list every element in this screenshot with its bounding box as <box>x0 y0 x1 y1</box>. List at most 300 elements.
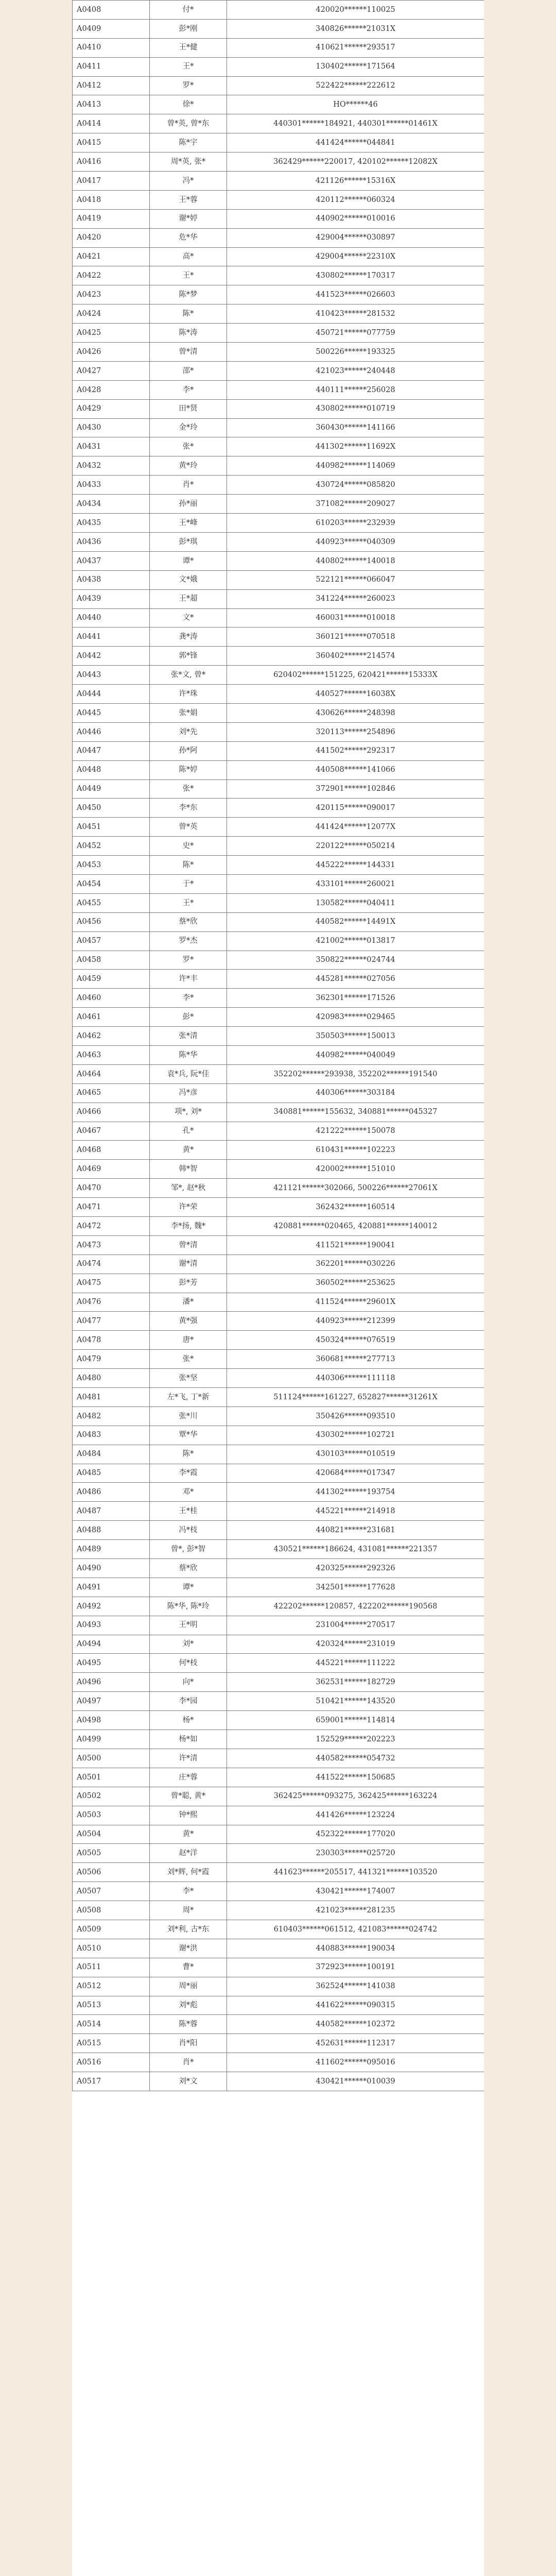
holder-name-cell: 黄* <box>150 1825 227 1844</box>
table-row <box>73 514 484 533</box>
id-number-cell: 440923******040309 <box>227 532 484 551</box>
table-row <box>73 1844 484 1863</box>
id-number-cell: 433101******260021 <box>227 874 484 893</box>
holder-name-cell: 陈*华 <box>150 1045 227 1064</box>
record-code-cell: A0455 <box>73 893 150 912</box>
table-row <box>73 19 484 38</box>
holder-name-cell: 王*桂 <box>150 1502 227 1521</box>
id-number-cell: 411521******190041 <box>227 1235 484 1255</box>
holder-name-cell: 蔡*欣 <box>150 1559 227 1578</box>
record-code-cell: A0485 <box>73 1464 150 1483</box>
id-number-cell: 421023******240448 <box>227 361 484 380</box>
holder-name-cell: 罗*杰 <box>150 931 227 951</box>
id-number-cell: 430724******085820 <box>227 476 484 495</box>
record-code-cell: A0514 <box>73 2015 150 2034</box>
record-code-cell: A0481 <box>73 1388 150 1407</box>
table-row <box>73 589 484 608</box>
holder-name-cell: 陈*宇 <box>150 133 227 152</box>
table-row <box>73 1578 484 1597</box>
record-code-cell: A0492 <box>73 1597 150 1616</box>
record-code-cell: A0441 <box>73 628 150 647</box>
id-number-cell: 429004******22310X <box>227 247 484 266</box>
record-code-cell: A0425 <box>73 324 150 343</box>
id-number-cell: 350503******150013 <box>227 1027 484 1046</box>
record-code-cell: A0410 <box>73 38 150 57</box>
table-row <box>73 1217 484 1236</box>
table-row <box>73 856 484 875</box>
table-row <box>73 1882 484 1901</box>
table-row <box>73 741 484 760</box>
id-number-cell: 445221******214918 <box>227 1502 484 1521</box>
holder-name-cell: 陈* <box>150 856 227 875</box>
record-code-cell: A0419 <box>73 209 150 228</box>
holder-name-cell: 许*清 <box>150 1749 227 1768</box>
holder-name-cell: 陈*梦 <box>150 285 227 304</box>
record-code-cell: A0420 <box>73 228 150 247</box>
holder-name-cell: 王*峰 <box>150 514 227 533</box>
id-number-cell: 420112******060324 <box>227 190 484 209</box>
id-number-cell: 620402******151225, 620421******15333X <box>227 666 484 685</box>
table-row <box>73 1274 484 1293</box>
id-number-cell: 152529******202223 <box>227 1730 484 1749</box>
record-code-cell: A0477 <box>73 1312 150 1331</box>
table-row <box>73 1654 484 1673</box>
table-row <box>73 1293 484 1312</box>
table-row <box>73 1464 484 1483</box>
id-number-cell: 441424******12077X <box>227 818 484 837</box>
holder-name-cell: 谭* <box>150 551 227 570</box>
holder-name-cell: 彭* <box>150 1008 227 1027</box>
holder-name-cell: 罗* <box>150 76 227 95</box>
record-code-cell: A0504 <box>73 1825 150 1844</box>
id-number-cell: 430421******010039 <box>227 2072 484 2091</box>
holder-name-cell: 曾*清 <box>150 343 227 362</box>
holder-name-cell: 陈*华, 陈*玲 <box>150 1597 227 1616</box>
table-row <box>73 1863 484 1882</box>
holder-name-cell: 黄* <box>150 1141 227 1160</box>
id-number-cell: 445281******027056 <box>227 970 484 989</box>
id-number-cell: 440802******140018 <box>227 551 484 570</box>
holder-name-cell: 王* <box>150 57 227 76</box>
holder-name-cell: 陈*蓉 <box>150 2015 227 2034</box>
id-number-cell: 441424******044841 <box>227 133 484 152</box>
table-row <box>73 1768 484 1787</box>
holder-name-cell: 邓* <box>150 1483 227 1502</box>
id-number-cell: 522422******222612 <box>227 76 484 95</box>
record-code-cell: A0428 <box>73 380 150 399</box>
record-code-cell: A0413 <box>73 95 150 114</box>
table-row <box>73 1445 484 1464</box>
table-row <box>73 1806 484 1825</box>
table-row <box>73 551 484 570</box>
id-number-cell: 420881******020465, 420881******140012 <box>227 1217 484 1236</box>
record-code-cell: A0506 <box>73 1863 150 1882</box>
holder-name-cell: 周*英, 张* <box>150 152 227 172</box>
record-code-cell: A0503 <box>73 1806 150 1825</box>
id-number-cell: 420115******090017 <box>227 799 484 818</box>
id-number-cell: 430802******170317 <box>227 266 484 285</box>
table-row <box>73 1483 484 1502</box>
record-code-cell: A0494 <box>73 1635 150 1654</box>
record-code-cell: A0471 <box>73 1198 150 1217</box>
holder-name-cell: 张* <box>150 779 227 799</box>
id-number-cell: 130402******171564 <box>227 57 484 76</box>
table-row <box>73 152 484 172</box>
holder-name-cell: 冯*彦 <box>150 1083 227 1103</box>
holder-name-cell: 王*蓉 <box>150 190 227 209</box>
records-table <box>72 0 484 2091</box>
id-number-cell: 421222******150078 <box>227 1122 484 1141</box>
record-code-cell: A0411 <box>73 57 150 76</box>
holder-name-cell: 张*娟 <box>150 703 227 722</box>
table-row <box>73 343 484 362</box>
id-number-cell: 610203******232939 <box>227 514 484 533</box>
record-code-cell: A0474 <box>73 1255 150 1274</box>
holder-name-cell: 王* <box>150 893 227 912</box>
holder-name-cell: 周*丽 <box>150 1977 227 1996</box>
table-row <box>73 1350 484 1369</box>
table-row <box>73 1958 484 1977</box>
holder-name-cell: 王*超 <box>150 589 227 608</box>
record-code-cell: A0499 <box>73 1730 150 1749</box>
table-row <box>73 324 484 343</box>
table-row <box>73 2072 484 2091</box>
table-row <box>73 476 484 495</box>
holder-name-cell: 李*东 <box>150 799 227 818</box>
holder-name-cell: 于* <box>150 874 227 893</box>
holder-name-cell: 杨* <box>150 1711 227 1730</box>
id-number-cell: 230303******025720 <box>227 1844 484 1863</box>
record-code-cell: A0487 <box>73 1502 150 1521</box>
table-row <box>73 57 484 76</box>
id-number-cell: 450721******077759 <box>227 324 484 343</box>
id-number-cell: 441623******205517, 441321******103520 <box>227 1863 484 1882</box>
id-number-cell: 420983******029465 <box>227 1008 484 1027</box>
holder-name-cell: 田*贤 <box>150 399 227 418</box>
table-row <box>73 1939 484 1958</box>
table-row <box>73 437 484 456</box>
table-row <box>73 1369 484 1388</box>
holder-name-cell: 徐* <box>150 95 227 114</box>
holder-name-cell: 龚*涛 <box>150 628 227 647</box>
holder-name-cell: 谢*清 <box>150 1255 227 1274</box>
id-number-cell: 441426******123224 <box>227 1806 484 1825</box>
record-code-cell: A0498 <box>73 1711 150 1730</box>
document-page <box>72 0 484 2576</box>
holder-name-cell: 王* <box>150 266 227 285</box>
table-row <box>73 38 484 57</box>
table-row <box>73 1103 484 1122</box>
id-number-cell: 429004******030897 <box>227 228 484 247</box>
record-code-cell: A0507 <box>73 1882 150 1901</box>
record-code-cell: A0496 <box>73 1673 150 1692</box>
holder-name-cell: 冯*枝 <box>150 1521 227 1540</box>
id-number-cell: 410423******281532 <box>227 304 484 324</box>
holder-name-cell: 陈*涛 <box>150 324 227 343</box>
holder-name-cell: 许*珠 <box>150 685 227 704</box>
holder-name-cell: 孙*阿 <box>150 741 227 760</box>
table-row <box>73 989 484 1008</box>
record-code-cell: A0464 <box>73 1064 150 1083</box>
holder-name-cell: 文* <box>150 608 227 628</box>
record-code-cell: A0484 <box>73 1445 150 1464</box>
table-row <box>73 1692 484 1711</box>
record-code-cell: A0429 <box>73 399 150 418</box>
table-row <box>73 1901 484 1920</box>
table-row <box>73 931 484 951</box>
holder-name-cell: 彭*刚 <box>150 19 227 38</box>
record-code-cell: A0459 <box>73 970 150 989</box>
id-number-cell: 362524******141038 <box>227 1977 484 1996</box>
table-row <box>73 685 484 704</box>
id-number-cell: 511124******161227, 652827******31261X <box>227 1388 484 1407</box>
record-code-cell: A0497 <box>73 1692 150 1711</box>
id-number-cell: 440582******14491X <box>227 912 484 931</box>
holder-name-cell: 刘* <box>150 1635 227 1654</box>
record-code-cell: A0457 <box>73 931 150 951</box>
id-number-cell: 340826******21031X <box>227 19 484 38</box>
id-number-cell: 500226******193325 <box>227 343 484 362</box>
record-code-cell: A0409 <box>73 19 150 38</box>
record-code-cell: A0449 <box>73 779 150 799</box>
holder-name-cell: 谭* <box>150 1578 227 1597</box>
table-row <box>73 1749 484 1768</box>
record-code-cell: A0458 <box>73 951 150 970</box>
record-code-cell: A0453 <box>73 856 150 875</box>
record-code-cell: A0432 <box>73 456 150 476</box>
record-code-cell: A0465 <box>73 1083 150 1103</box>
id-number-cell: 422202******120857, 422202******190568 <box>227 1597 484 1616</box>
record-code-cell: A0412 <box>73 76 150 95</box>
holder-name-cell: 袁*兵, 阮*佳 <box>150 1064 227 1083</box>
id-number-cell: 430521******186624, 431081******221357 <box>227 1540 484 1559</box>
id-number-cell: 360121******070518 <box>227 628 484 647</box>
record-code-cell: A0509 <box>73 1920 150 1939</box>
record-code-cell: A0437 <box>73 551 150 570</box>
record-code-cell: A0418 <box>73 190 150 209</box>
holder-name-cell: 唐* <box>150 1331 227 1350</box>
record-code-cell: A0450 <box>73 799 150 818</box>
table-row <box>73 1008 484 1027</box>
table-row <box>73 1255 484 1274</box>
record-code-cell: A0431 <box>73 437 150 456</box>
id-number-cell: 430302******102721 <box>227 1426 484 1445</box>
records-table-body <box>73 1 484 2091</box>
table-row <box>73 532 484 551</box>
id-number-cell: 340881******155632, 340881******045327 <box>227 1103 484 1122</box>
record-code-cell: A0488 <box>73 1521 150 1540</box>
holder-name-cell: 许*荣 <box>150 1198 227 1217</box>
table-row <box>73 228 484 247</box>
holder-name-cell: 陈* <box>150 1445 227 1464</box>
id-number-cell: 420684******017347 <box>227 1464 484 1483</box>
id-number-cell: 362201******030226 <box>227 1255 484 1274</box>
id-number-cell: 420020******110025 <box>227 1 484 20</box>
id-number-cell: 440306******303184 <box>227 1083 484 1103</box>
table-row <box>73 2053 484 2072</box>
record-code-cell: A0439 <box>73 589 150 608</box>
table-row <box>73 209 484 228</box>
table-row <box>73 1122 484 1141</box>
holder-name-cell: 张*坚 <box>150 1369 227 1388</box>
id-number-cell: 420324******231019 <box>227 1635 484 1654</box>
record-code-cell: A0422 <box>73 266 150 285</box>
holder-name-cell: 肖* <box>150 2053 227 2072</box>
id-number-cell: 430103******010519 <box>227 1445 484 1464</box>
table-row <box>73 95 484 114</box>
id-number-cell: 445222******144331 <box>227 856 484 875</box>
record-code-cell: A0508 <box>73 1901 150 1920</box>
record-code-cell: A0447 <box>73 741 150 760</box>
record-code-cell: A0495 <box>73 1654 150 1673</box>
holder-name-cell: 曹* <box>150 1958 227 1977</box>
table-row <box>73 1996 484 2015</box>
table-row <box>73 893 484 912</box>
record-code-cell: A0461 <box>73 1008 150 1027</box>
table-row <box>73 1406 484 1426</box>
record-code-cell: A0462 <box>73 1027 150 1046</box>
id-number-cell: 440883******190034 <box>227 1939 484 1958</box>
holder-name-cell: 刘*文 <box>150 2072 227 2091</box>
table-row <box>73 666 484 685</box>
table-row <box>73 1198 484 1217</box>
holder-name-cell: 项*, 刘* <box>150 1103 227 1122</box>
id-number-cell: 350426******093510 <box>227 1406 484 1426</box>
table-row <box>73 1597 484 1616</box>
table-row <box>73 1 484 20</box>
id-number-cell: 362425******093275, 362425******163224 <box>227 1787 484 1806</box>
table-row <box>73 172 484 191</box>
table-row <box>73 818 484 837</box>
record-code-cell: A0513 <box>73 1996 150 2015</box>
record-code-cell: A0444 <box>73 685 150 704</box>
table-row <box>73 1673 484 1692</box>
record-code-cell: A0467 <box>73 1122 150 1141</box>
record-code-cell: A0512 <box>73 1977 150 1996</box>
record-code-cell: A0511 <box>73 1958 150 1977</box>
record-code-cell: A0421 <box>73 247 150 266</box>
id-number-cell: 430802******010719 <box>227 399 484 418</box>
table-row <box>73 1635 484 1654</box>
holder-name-cell: 邵* <box>150 361 227 380</box>
id-number-cell: 460031******010018 <box>227 608 484 628</box>
table-row <box>73 1235 484 1255</box>
record-code-cell: A0516 <box>73 2053 150 2072</box>
holder-name-cell: 周* <box>150 1901 227 1920</box>
id-number-cell: 610431******102223 <box>227 1141 484 1160</box>
holder-name-cell: 张* <box>150 437 227 456</box>
table-row <box>73 722 484 741</box>
table-row <box>73 456 484 476</box>
record-code-cell: A0482 <box>73 1406 150 1426</box>
record-code-cell: A0445 <box>73 703 150 722</box>
table-row <box>73 418 484 437</box>
table-row <box>73 570 484 589</box>
id-number-cell: 320113******254896 <box>227 722 484 741</box>
table-row <box>73 1045 484 1064</box>
table-row <box>73 647 484 666</box>
id-number-cell: 421126******15316X <box>227 172 484 191</box>
holder-name-cell: 张*川 <box>150 1406 227 1426</box>
table-row <box>73 799 484 818</box>
record-code-cell: A0440 <box>73 608 150 628</box>
table-row <box>73 1160 484 1179</box>
holder-name-cell: 谢*婷 <box>150 209 227 228</box>
id-number-cell: 659001******114814 <box>227 1711 484 1730</box>
id-number-cell: 440111******256028 <box>227 380 484 399</box>
id-number-cell: 440301******184921, 440301******01461X <box>227 114 484 133</box>
table-row <box>73 628 484 647</box>
holder-name-cell: 李*霞 <box>150 1464 227 1483</box>
holder-name-cell: 李* <box>150 989 227 1008</box>
id-number-cell: 362432******160514 <box>227 1198 484 1217</box>
id-number-cell: 441302******11692X <box>227 437 484 456</box>
id-number-cell: 440821******231681 <box>227 1521 484 1540</box>
holder-name-cell: 庄*蓉 <box>150 1768 227 1787</box>
holder-name-cell: 张*清 <box>150 1027 227 1046</box>
record-code-cell: A0515 <box>73 2034 150 2053</box>
holder-name-cell: 罗* <box>150 951 227 970</box>
id-number-cell: 440582******054732 <box>227 1749 484 1768</box>
record-code-cell: A0442 <box>73 647 150 666</box>
record-code-cell: A0451 <box>73 818 150 837</box>
id-number-cell: 510421******143520 <box>227 1692 484 1711</box>
id-number-cell: 430626******248398 <box>227 703 484 722</box>
record-code-cell: A0502 <box>73 1787 150 1806</box>
id-number-cell: 441622******090315 <box>227 1996 484 2015</box>
table-row <box>73 1787 484 1806</box>
holder-name-cell: 孔* <box>150 1122 227 1141</box>
record-code-cell: A0423 <box>73 285 150 304</box>
holder-name-cell: 刘*彪 <box>150 1996 227 2015</box>
id-number-cell: 360402******214574 <box>227 647 484 666</box>
table-row <box>73 114 484 133</box>
record-code-cell: A0426 <box>73 343 150 362</box>
holder-name-cell: 李* <box>150 380 227 399</box>
holder-name-cell: 张* <box>150 1350 227 1369</box>
id-number-cell: 231004******270517 <box>227 1616 484 1635</box>
id-number-cell: 441522******150685 <box>227 1768 484 1787</box>
id-number-cell: 220122******050214 <box>227 837 484 856</box>
table-row <box>73 779 484 799</box>
table-row <box>73 1312 484 1331</box>
record-code-cell: A0463 <box>73 1045 150 1064</box>
table-row <box>73 1331 484 1350</box>
holder-name-cell: 金*玲 <box>150 418 227 437</box>
holder-name-cell: 潘* <box>150 1293 227 1312</box>
record-code-cell: A0489 <box>73 1540 150 1559</box>
table-row <box>73 1083 484 1103</box>
record-code-cell: A0430 <box>73 418 150 437</box>
record-code-cell: A0466 <box>73 1103 150 1122</box>
table-row <box>73 1616 484 1635</box>
holder-name-cell: 张*文, 曾* <box>150 666 227 685</box>
holder-name-cell: 覃*华 <box>150 1426 227 1445</box>
holder-name-cell: 王*明 <box>150 1616 227 1635</box>
table-row <box>73 703 484 722</box>
table-row <box>73 1502 484 1521</box>
table-row <box>73 608 484 628</box>
holder-name-cell: 黄*强 <box>150 1312 227 1331</box>
table-row <box>73 1027 484 1046</box>
id-number-cell: 440923******212399 <box>227 1312 484 1331</box>
holder-name-cell: 肖*阳 <box>150 2034 227 2053</box>
record-code-cell: A0427 <box>73 361 150 380</box>
id-number-cell: 362301******171526 <box>227 989 484 1008</box>
table-row <box>73 495 484 514</box>
id-number-cell: 440508******141066 <box>227 760 484 779</box>
record-code-cell: A0435 <box>73 514 150 533</box>
